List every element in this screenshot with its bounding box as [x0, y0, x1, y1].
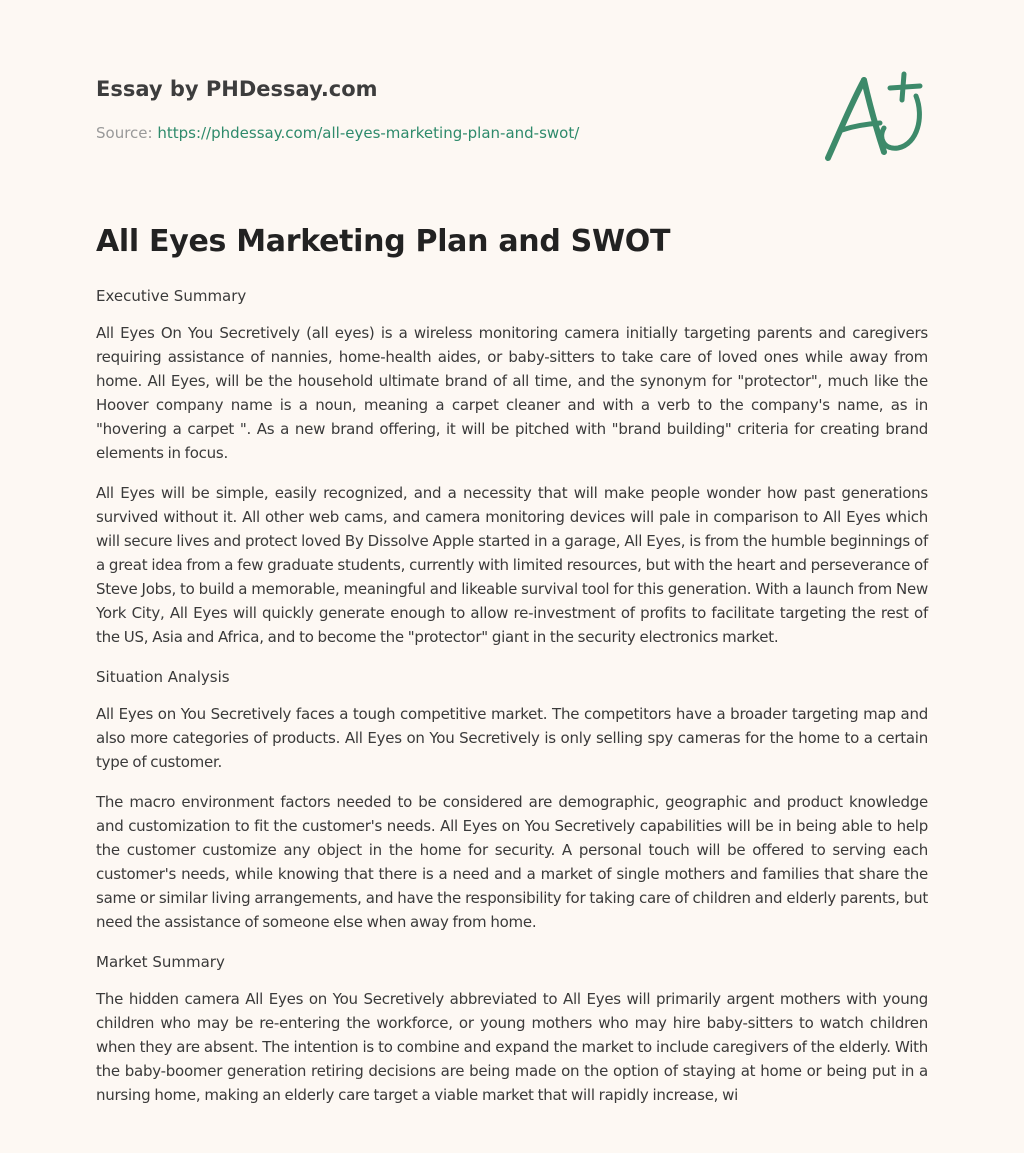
- section-heading-executive-summary: Executive Summary: [96, 287, 247, 305]
- paragraph: All Eyes will be simple, easily recognized, and a necessity that will make people wonder how past generations survived without it. All other web cams, and camera monitoring devices will pale in comparison to All Eyes which will secure lives and protect loved By Dissolve Apple started in a garage, All Eyes, is from the humble beginnings of a great idea from a few graduate students, currently with limited resources, but with the heart and perseverance of Steve Jobs, to build a memorable, meaningful and likeable survival tool for this generation. With a launch from New York City, All Eyes will quickly generate enough to allow re-investment of profits to facilitate targeting the rest of the US, Asia and Africa, and to become the "protector" giant in the security electronics market.: [96, 484, 928, 646]
- paragraph: The hidden camera All Eyes on You Secretively abbreviated to All Eyes will primarily argent mothers with young children who may be re-entering the workforce, or young mothers who may hire baby-sitters to watch children when they are absent. The intention is to combine and expand the market to include caregivers of the elderly. With the baby-boomer generation retiring decisions are being made on the option of staying at home or being put in a nursing home, making an elderly care target a viable market that will rapidly increase, wi: [96, 990, 928, 1104]
- paragraph: All Eyes on You Secretively faces a tough competitive market. The competitors have a broader targeting map and also more categories of products. All Eyes on You Secretively is only selling spy cameras for the home to a certain type of customer.: [96, 705, 928, 771]
- essay-content: [96, 284, 928, 1123]
- paragraph: The macro environment factors needed to be considered are demographic, geographic and product knowledge and customization to fit the customer's needs. All Eyes on You Secretively capabilities will be in being able to help the customer customize any object in the home for security. A personal touch will be offered to serving each customer's needs, while knowing that there is a need and a market of single mothers and families that share the same or similar living arrangements, and have the responsibility for taking care of children and elderly parents, but need the assistance of someone else when away from home.: [96, 793, 928, 931]
- source-label: Source:: [96, 124, 158, 142]
- section-heading-market-summary: Market Summary: [96, 953, 225, 971]
- essay-title: All Eyes Marketing Plan and SWOT: [96, 224, 671, 259]
- section-heading-situation-analysis: Situation Analysis: [96, 668, 230, 686]
- source-link[interactable]: https://phdessay.com/all-eyes-marketing-plan-and-swot/: [157, 124, 580, 142]
- paragraph: All Eyes On You Secretively (all eyes) is a wireless monitoring camera initially targeting parents and caregivers requiring assistance of nannies, home-health aides, or baby-sitters to take care of loved ones while away from home. All Eyes, will be the household ultimate brand of all time, and the synonym for "protector", much like the Hoover company name is a noun, meaning a carpet cleaner and with a verb to the company's name, as in "hovering a carpet ". As a new brand offering, it will be pitched with "brand building" criteria for creating brand elements in focus.: [96, 324, 928, 462]
- source-line: [96, 124, 579, 142]
- a-plus-grade-icon: [820, 66, 930, 166]
- site-brand: Essay by PHDessay.com: [96, 77, 378, 101]
